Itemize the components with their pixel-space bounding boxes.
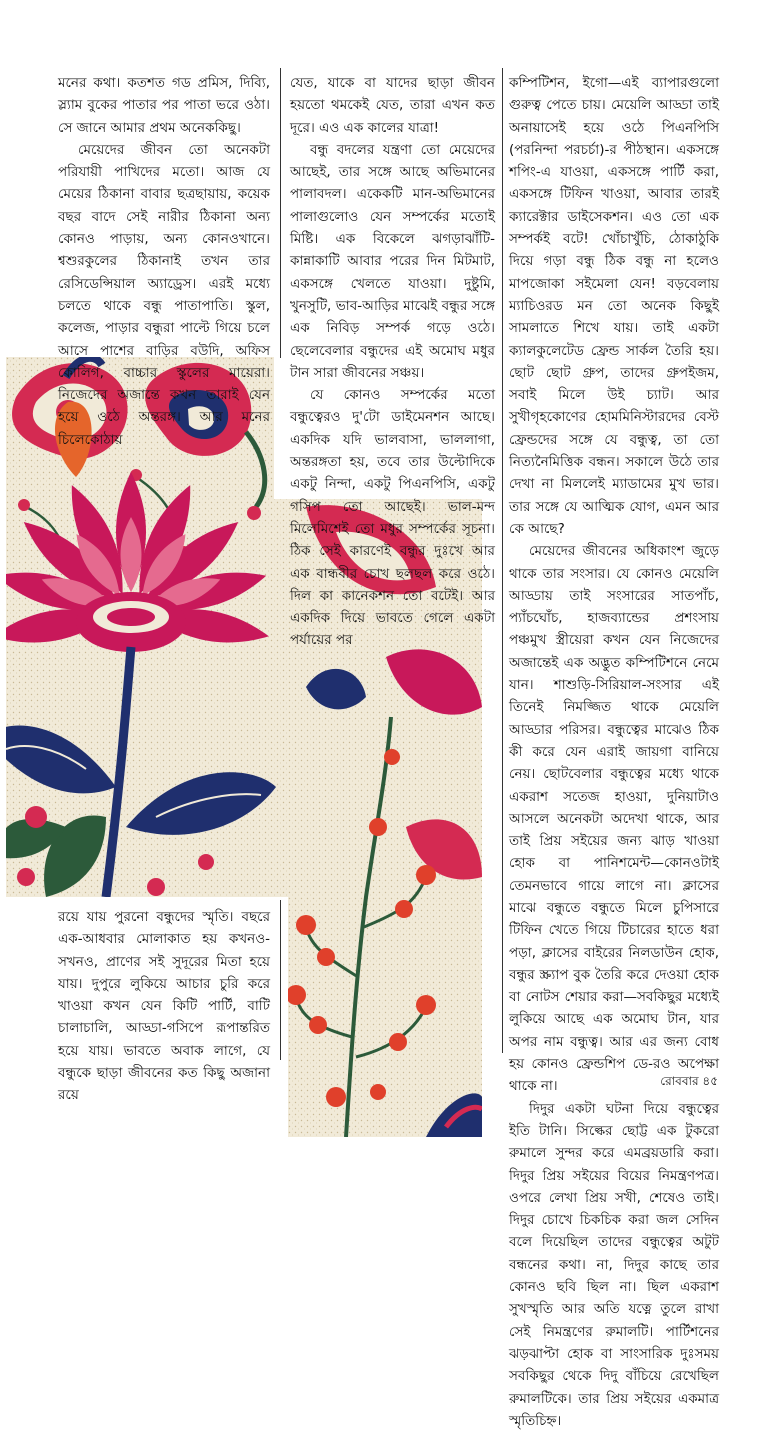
paragraph: মেয়েদের জীবন তো অনেকটা পরিযায়ী পাখিদের মতো। আজ যে মেয়ের ঠিকানা বাবার ছত্রছায়ায়, কয়েক বছর বাদে সেই নারীর ঠিকানা অন্য কোনও পাড়ায়, অন্য কোনওখানে। শ্বশুরকুলের ঠিকানাই তখন তার রেসিডেন্সিয়াল অ্যাড্রেস। এরই মধ্যে চলতে থাকে বন্ধু পাতাপাতি। স্কুল, কলেজ, পাড়ার বন্ধুরা পাল্টে গিয়ে চলে আসে পাশের বাড়ির বউদি, অফিস কোলিগ, বাচ্চার স্কুলের মায়েরা। নিজেদের অজান্তে কখন তারাই যেন হয়ে ওঠে অন্তরঙ্গ। আর মনের চিলেকোঠায় xyxy=(58,141,270,448)
paragraph: যেত, যাকে বা যাদের ছাড়া জীবন হয়তো থমকেই যেত, তারা এখন কত দূরে। এও এক কালের যাত্রা! xyxy=(290,75,495,136)
paragraph: যে কোনও সম্পর্কের মতো বন্ধুত্বেরও দু'টো ডাইমেনশন আছে। একদিক যদি ভালবাসা, ভাললাগা, অন্তরঙ্গতা হয়, তবে তার উল্টোদিকে একটু নিন্দা, একটু পিএনপিসি, একটু গসিপ তো আছেই। ভাল-মন্দ মিলেমিশেই তো মধুর সম্পর্কের সূচনা। ঠিক সেই কারণেই বন্ধুর দুঃখে আর এক বান্ধবীর চোখ ছলছল করে ওঠে। দিল কা কানেকশন তো বটেই। আর একদিক দিয়ে ভাবতে গেলে একটা পর্যায়ের পর xyxy=(290,387,495,649)
column-rule-bottom xyxy=(280,900,281,1060)
text-column-4 xyxy=(58,906,270,1107)
paragraph: দিদুর একটা ঘটনা দিয়ে বন্ধুত্বের ইতি টানি। সিল্কের ছোট্ট এক টুকরো রুমালে সুন্দর করে এমব্রয়ডারি করা। দিদুর প্রিয় সইয়ের বিয়ের নিমন্ত্রণপত্র। ওপরে লেখা প্রিয় সখী, শেষেও তাই। দিদুর চোখে চিকচিক করা জল সেদিন বলে দিয়েছিল তাদের বন্ধুত্বের অটুট বন্ধনের কথা। না, দিদুর কাছে তার কোনও ছবি ছিল না। ছিল একরাশ সুখস্মৃতি আর অতি যত্নে তুলে রাখা সেই নিমন্ত্রণের রুমালটি। পার্টিশনের ঝড়ঝাপ্টা হোক বা সাংসারিক দুঃসময় সবকিছুর থেকে দিদু বাঁচিয়ে রেখেছিল রুমালটিকে। তার প্রিয় সইয়ের একমাত্র স্মৃতিচিহ্ন। xyxy=(509,1100,719,1429)
paragraph: রয়ে যায় পুরনো বন্ধুদের স্মৃতি। বছরে এক-আধবার মোলাকাত হয় কখনও-সখনও, প্রাণের সই সুদূরের মিতা হয়ে যায়। দুপুরে লুকিয়ে আচার চুরি করে খাওয়া কখন যেন কিটি পার্টি, বাটি চালাচালি, আড্ডা-গসিপে রূপান্তরিত হয়ে যায়। ভাবতে অবাক লাগে, যে বন্ধুকে ছাড়া জীবনের কত কিছু অজানা রয়ে xyxy=(58,909,270,1104)
text-column-1 xyxy=(58,72,270,451)
text-column-2 xyxy=(290,72,495,652)
column-rule-left xyxy=(280,68,281,358)
text-column-3 xyxy=(509,72,719,1432)
paragraph: বন্ধু বদলের যন্ত্রণা তো মেয়েদের আছেই, তার সঙ্গে আছে অভিমানের পালাবদল। একেকটি মান-অভিমানের পালাগুলোও যেন সম্পর্কের মতোই মিষ্টি। এক বিকেলে ঝগড়াঝাঁটি-কান্নাকাটি আবার পরের দিন মিটমাট, একসঙ্গে খেলতে যাওয়া। দুষ্টুমি, খুনসুটি, ভাব-আড়ির মাঝেই বন্ধুর সঙ্গে এক নিবিড় সম্পর্ক গড়ে ওঠে। ছেলেবেলার বন্ধুদের এই অমোঘ মধুর টান সারা জীবনের সঞ্চয়। xyxy=(290,141,495,381)
page-footer xyxy=(660,1073,718,1093)
footer-label: রোববার xyxy=(660,1074,699,1088)
paragraph: মনের কথা। কতশত গড প্রমিস, দিব্যি, স্ল্যাম বুকের পাতার পর পাতা ভরে ওঠা। সে জানে আমার প্রথম অনেককিছু। xyxy=(58,75,270,136)
column-rule-right xyxy=(502,68,503,1053)
paragraph: কম্পিটিশন, ইগো—এই ব্যাপারগুলো গুরুত্ব পেতে চায়। মেয়েলি আড্ডা তাই অনায়াসেই হয়ে ওঠে পিএনপিসি (পরনিন্দা পরচর্চা)-র পীঠস্থান। একসঙ্গে শপিং-এ যাওয়া, একসঙ্গে পার্টি করা, একসঙ্গে টিফিন খাওয়া, আবার তারই ক্যারেক্টার ডাইসেকশন। এও তো এক সম্পর্কই বটে! খোঁচাখুঁচি, ঠোকাঠুকি দিয়ে গড়া বন্ধু ঠিক বন্ধু না হলেও মাপজোকা সইমেলা যেন! বড়বেলায় ম্যাচিওরড মন তো অনেক কিছুই সামলাতে শিখে যায়। তাই একটা ক্যালকুলেটেড ফ্রেন্ড সার্কল তৈরি হয়। ছোট ছোট গ্রুপ, তাদের গ্রুপইজম, সবাই মিলে উই চ্যাট। আর সুখীগৃহকোণের হোমমিনিস্টারদের বেস্ট ফ্রেন্ডদের সঙ্গে যে বন্ধুত্ব, তা তো নিত্যনৈমিত্তিক বন্ধন। সকালে উঠে তার দেখা না মিললেই ম্যাডামের মুখ ভার। তার সঙ্গে যে আত্মিক যোগ, এমন আর কে আছে? xyxy=(509,75,719,537)
paragraph: মেয়েদের জীবনের অধিকাংশ জুড়ে থাকে তার সংসার। যে কোনও মেয়েলি আড্ডায় তাই সংসারের সাতপাঁচ, প্যাঁচঘোঁচ, হাজব্যান্ডের প্রশংসায় পঞ্চমুখ স্ত্রীয়েরা কখন যেন নিজেদের অজান্তেই এক অদ্ভুত কম্পিটিশনে নেমে যান। শাশুড়ি-সিরিয়াল-সংসার এই তিনেই নিমজ্জিত থাকে মেয়েলি আড্ডার পরিসর। বন্ধুত্বের মাঝেও ঠিক কী করে যেন এরাই জায়গা বানিয়ে নেয়। ছোটবেলার বন্ধুত্বের মধ্যে থাকে একরাশ সতেজ হাওয়া, দুনিয়াটাও আসলে অনেকটা অদেখা থাকে, আর তাই প্রিয় সইয়ের জন্য ঝাড় খাওয়া হোক বা পানিশমেন্ট—কোনওটাই তেমনভাবে গায়ে লাগে না। ক্লাসের মাঝে বন্ধুতে বন্ধুতে মিলে চুপিসারে টিফিন খেতে গিয়ে টিচারের হাতে ধরা পড়া, ক্লাসের বাইরের নিলডাউন হোক, বন্ধুর স্ক্র্যাপ বুক তৈরি করে দেওয়া হোক বা নোটস শেয়ার করা—সবকিছুর মধ্যেই লুকিয়ে আছে এক অমোঘ টান, যার অপর নাম বন্ধুত্ব। আর এর জন্য বোধ হয় কোনও ফ্রেন্ডশিপ ডে-রও অপেক্ষা থাকে না। xyxy=(509,543,719,1095)
page-number: ৪৫ xyxy=(702,1074,718,1088)
